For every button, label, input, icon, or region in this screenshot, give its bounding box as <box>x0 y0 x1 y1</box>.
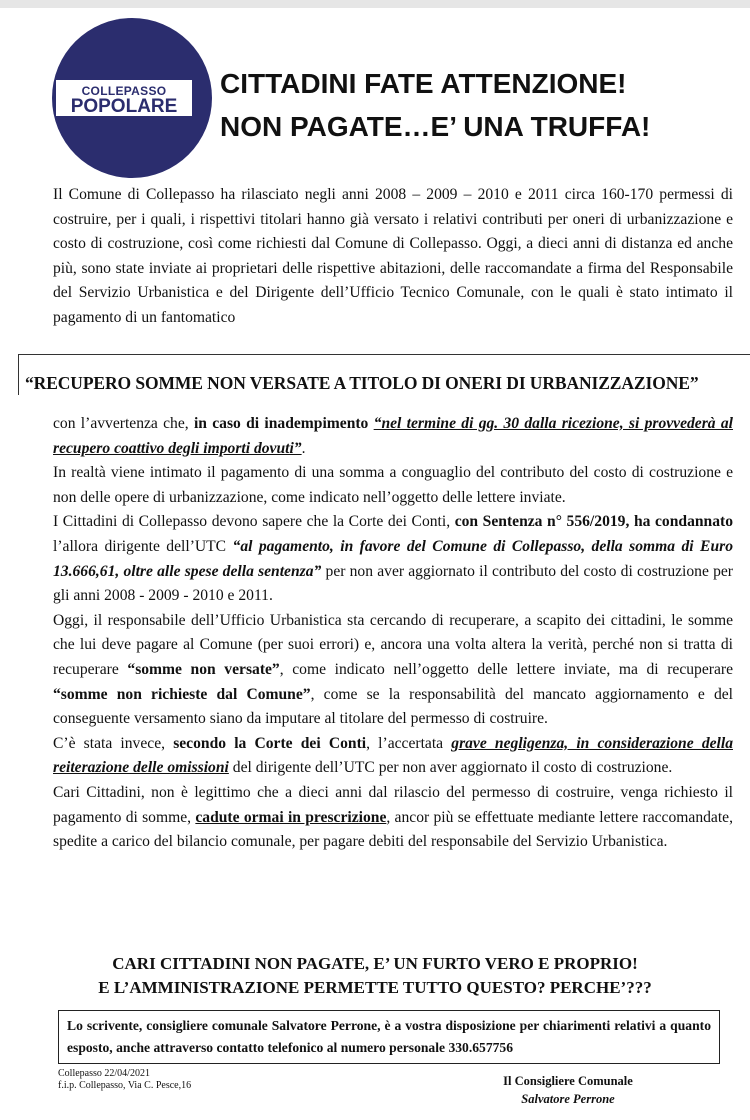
place-date: Collepasso 22/04/2021 <box>58 1068 150 1079</box>
text-span: del dirigente dell’UTC per non aver aggiornato il costo di costruzione. <box>228 759 673 777</box>
text-span: C’è stata invece, <box>53 734 174 752</box>
collepasso-popolare-logo <box>52 18 212 178</box>
footer-left <box>58 1068 191 1092</box>
fip-address: f.i.p. Collepasso, Via C. Pesce,16 <box>58 1080 192 1091</box>
text-span: . <box>301 439 306 457</box>
headline-line2: NON PAGATE…E’ UNA TRUFFA! <box>220 111 651 142</box>
signature-block <box>478 1072 658 1108</box>
banner <box>18 354 750 395</box>
intro-paragraph: Il Comune di Collepasso ha rilasciato negli anni 2008 – 2009 – 2010 e 2011 circa 160-170 permessi di costruire, per i quali, i rispettivi titolari hanno già versato i relativi contributi per oneri di urbanizzazione e costo di costruzione, così come richiesti dal Comune di Collepasso. Oggi, a dieci anni di distanza ed anche più, sono state inviate ai proprietari delle rispettive abitazioni, delle raccomandate a firma del Responsabile del Servizio Urbanistica e del Dirigente dell’Ufficio Tecnico Comunale, con le quali è stato intimato il pagamento di un fantomatico <box>53 186 733 326</box>
text-span: , l’accertata <box>366 734 452 752</box>
top-bar <box>0 0 750 8</box>
paragraph-reality: In realtà viene intimato il pagamento di una somma a conguaglio del contributo del costo di costruzione e non delle opere di urbanizzazione, come indicato nell’oggetto delle lettere inviate. <box>53 464 733 506</box>
text-span: con l’avvertenza che, <box>53 415 194 432</box>
paragraph-today <box>53 609 733 732</box>
paragraph-prescription <box>53 781 733 855</box>
text-span: , come indicato nell’oggetto delle lettere inviate, ma di recuperare <box>279 660 733 678</box>
logo-line1: COLLEPASSO <box>81 84 167 98</box>
paragraph-court <box>53 510 733 608</box>
bold-span: con Sentenza n° 556/2019, ha condannato <box>454 513 733 531</box>
closing-appeal <box>0 952 750 1000</box>
bold-span: secondo la Corte dei Conti <box>173 734 367 752</box>
contact-note: Lo scrivente, consigliere comunale Salvatore Perrone, è a vostra disposizione per chiarimenti relativi a quanto esposto, anche attraverso contatto telefonico al numero personale 330.657756 <box>58 1010 720 1064</box>
bold-span: cadute ormai in prescrizione <box>195 808 387 826</box>
text-span: I Cittadini di Collepasso devono sapere che la Corte dei Conti, <box>53 513 455 531</box>
signature-name: Salvatore Perrone <box>521 1092 615 1106</box>
paragraph-warning <box>53 412 733 461</box>
banner-text: “RECUPERO SOMME NON VERSATE A TITOLO DI ONERI DI URBANIZZAZIONE” <box>25 373 699 393</box>
bold-span: “somme non richieste dal Comune” <box>53 685 311 703</box>
signature-role: Il Consigliere Comunale <box>503 1074 633 1088</box>
body-text <box>53 412 733 855</box>
headline <box>220 62 740 148</box>
text-span: Cari Cittadini, non è legittimo che a dieci anni dal rilascio del permesso di costruire, venga richiesto il pagamento di somme, <box>53 783 733 826</box>
text-span: l’allora dirigente dell’UTC <box>53 537 233 555</box>
text-span: Oggi, il responsabile dell’Ufficio Urbanistica sta cercando di recuperare, a scapito dei cittadini, le somme che lui deve pagare al Comune (per suoi errori) e, ancora una volta altera la verità, perché non si tratta di recuperare <box>53 611 733 678</box>
text-span: , ancor più se effettuate mediante lettere raccomandate, spedite a carico del bilancio comunale, per pagare debiti del responsabile del Servizio Urbanistica. <box>53 808 733 851</box>
bold-span: “somme non versate” <box>127 660 280 678</box>
paragraph-negligence <box>53 732 733 781</box>
closing-line2: E L’AMMINISTRAZIONE PERMETTE TUTTO QUESTO? PERCHE’??? <box>98 978 652 997</box>
logo-label <box>56 80 192 116</box>
text-span: , come se la responsabilità del mancato aggiornamento e del conseguente versamento siano da imputare al titolare del permesso di costruire. <box>53 685 733 728</box>
closing-line1: CARI CITTADINI NON PAGATE, E’ UN FURTO VERO E PROPRIO! <box>112 954 638 973</box>
emphasis-span: “nel termine di gg. 30 dalla ricezione, si provvederà al recupero coattivo degli importi dovuti” <box>53 415 734 457</box>
bold-span: in caso di inadempimento <box>193 415 374 432</box>
text-span: per non aver aggiornato il contributo del costo di costruzione per gli anni 2008 - 2009 - 2010 e 2011. <box>53 562 733 605</box>
emphasis-span: grave negligenza, in considerazione della reiterazione delle omissioni <box>53 734 733 777</box>
headline-line1: CITTADINI FATE ATTENZIONE! <box>220 68 627 99</box>
emphasis-span: “al pagamento, in favore del Comune di Collepasso, della somma di Euro 13.666,61, oltre alle spese della sentenza” <box>53 537 733 580</box>
logo-line2: POPOLARE <box>70 96 178 117</box>
